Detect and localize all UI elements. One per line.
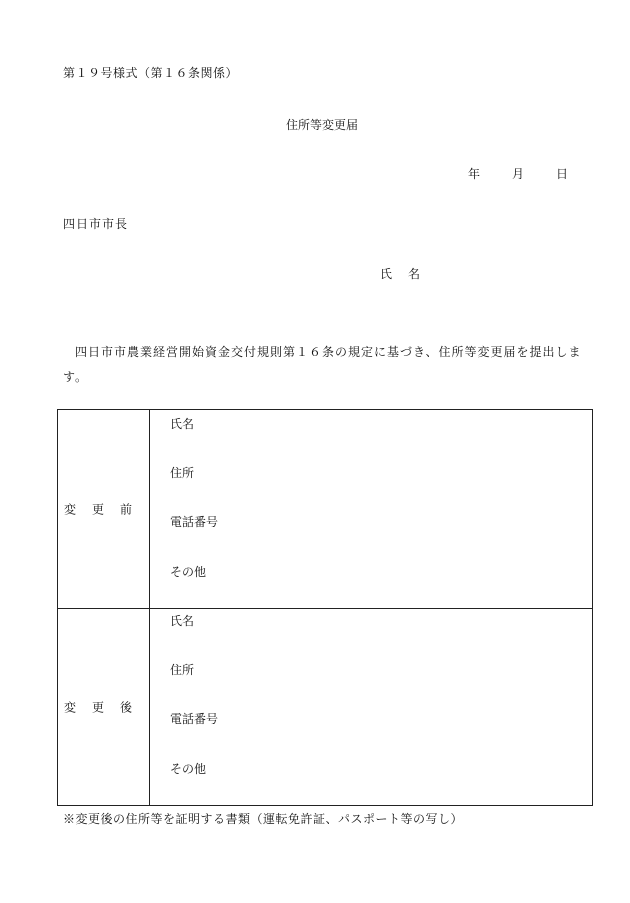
- before-change-section: [58, 410, 592, 609]
- before-change-label-cell: [58, 410, 150, 608]
- addressee: 四日市市長: [63, 217, 129, 231]
- before-label-char: 前: [119, 502, 132, 517]
- footnote: ※変更後の住所等を証明する書類（運転免許証、パスポート等の写し）: [63, 812, 464, 826]
- before-change-label: [64, 501, 132, 518]
- before-address-field-label: 住所: [170, 466, 195, 480]
- after-change-label-cell: [58, 608, 150, 805]
- after-change-label: [64, 698, 132, 715]
- before-phone-field-label: 電話番号: [170, 515, 219, 529]
- applicant-name-label: [380, 268, 420, 280]
- after-label-char: 更: [91, 700, 104, 714]
- form-number: 第１９号様式（第１６条関係）: [63, 66, 239, 80]
- year-label: 年: [468, 167, 481, 181]
- after-name-field-label: 氏名: [170, 614, 195, 628]
- after-phone-field-label: 電話番号: [170, 712, 219, 726]
- applicant-name-char-1: 氏: [380, 267, 393, 281]
- after-label-char: 後: [119, 700, 132, 714]
- before-name-field-label: 氏名: [170, 417, 195, 431]
- after-address-field-label: 住所: [170, 663, 195, 677]
- day-label: 日: [555, 167, 568, 181]
- after-change-section: [58, 608, 592, 805]
- date-line: [468, 168, 568, 180]
- body-paragraph: 四日市市農業経営開始資金交付規則第１６条の規定に基づき、住所等変更届を提出します。: [63, 345, 582, 384]
- before-label-char: 変: [64, 502, 77, 517]
- document-title: 住所等変更届: [286, 118, 359, 132]
- month-label: 月: [511, 167, 524, 181]
- before-other-field-label: その他: [170, 565, 207, 579]
- applicant-name-char-2: 名: [407, 267, 420, 281]
- after-label-char: 変: [64, 700, 77, 714]
- change-form-table: [57, 409, 593, 806]
- after-other-field-label: その他: [170, 762, 207, 776]
- before-label-char: 更: [91, 502, 104, 517]
